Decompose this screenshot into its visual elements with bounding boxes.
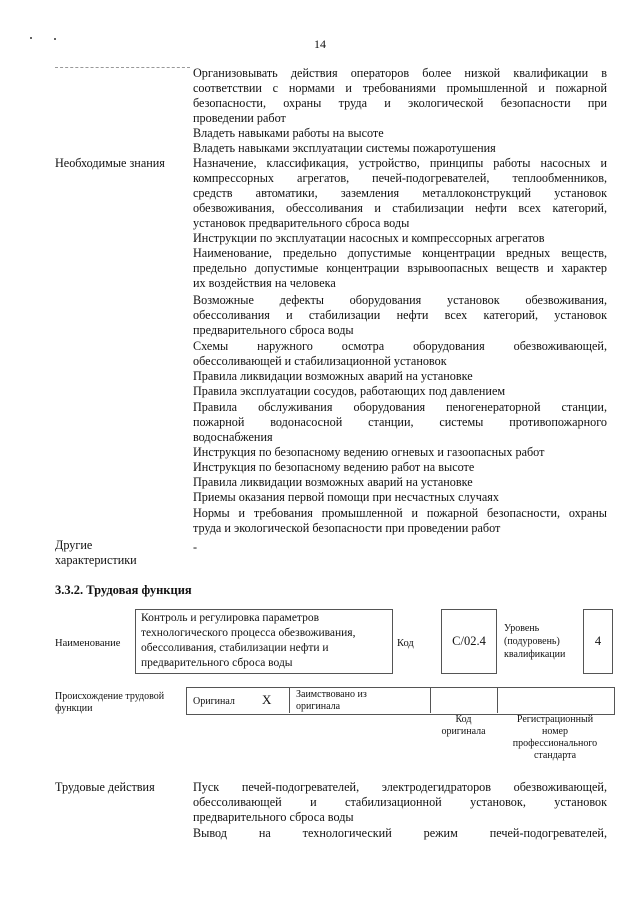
knowledge-line: Возможные дефекты оборудования установок обезвоживания, bbox=[193, 293, 607, 307]
code-original-caption: оригинала bbox=[441, 726, 486, 737]
knowledge-label: Необходимые знания bbox=[55, 156, 165, 170]
knowledge-line: пожарной водонасосной станции, системы противопожарного bbox=[193, 415, 607, 429]
level-label: (подуровень) bbox=[504, 636, 560, 647]
function-name-line: обессоливания, стабилизации нефти и bbox=[141, 642, 329, 654]
skill-line: безопасности, охраны труда и экологической безопасности при bbox=[193, 96, 607, 110]
labor-actions-label: Трудовые действия bbox=[55, 780, 155, 794]
knowledge-line: Инструкция по безопасному ведению огневых и газоопасных работ bbox=[193, 445, 545, 459]
table-top-border-fragment bbox=[55, 67, 190, 68]
knowledge-line: обессоливания и стабилизации нефти всех категорий, установок bbox=[193, 308, 607, 322]
knowledge-line: Правила ликвидации возможных аварий на установке bbox=[193, 369, 473, 383]
knowledge-line: установок предварительного сброса воды bbox=[193, 216, 410, 230]
reg-number-caption: Регистрационный bbox=[516, 714, 594, 725]
function-name-line: предварительного сброса воды bbox=[141, 657, 293, 669]
skill-line: проведении работ bbox=[193, 111, 286, 125]
origin-label: функции bbox=[55, 703, 93, 714]
knowledge-line: средств автоматики, заземления металлоконструкций установок bbox=[193, 186, 607, 200]
code-value: С/02.4 bbox=[452, 634, 486, 648]
knowledge-line: труда и экологической безопасности при проведении работ bbox=[193, 521, 501, 535]
reg-number-caption: стандарта bbox=[533, 750, 577, 761]
origin-divider bbox=[497, 687, 498, 713]
function-name-line: технологического процесса обезвоживания, bbox=[141, 627, 356, 639]
borrowed-label: оригинала bbox=[296, 701, 341, 712]
level-label: Уровень bbox=[504, 623, 540, 634]
knowledge-line: предварительного сброса воды bbox=[193, 323, 354, 337]
reg-number-caption: профессионального bbox=[512, 738, 598, 749]
knowledge-line: Нормы и требования промышленной и пожарной безопасности, охраны bbox=[193, 506, 607, 520]
function-name-line: Контроль и регулировка параметров bbox=[141, 612, 320, 624]
level-label: квалификации bbox=[504, 649, 566, 660]
knowledge-line: Инструкция по безопасному ведению работ на высоте bbox=[193, 460, 475, 474]
knowledge-line: Наименование, предельно допустимые концентрации вредных веществ, bbox=[193, 246, 607, 260]
knowledge-line: компрессорных агрегатов, печей-подогревателей, теплообменников, bbox=[193, 171, 607, 185]
original-mark: X bbox=[262, 692, 272, 707]
origin-divider bbox=[289, 687, 290, 713]
code-original-caption: Код bbox=[455, 714, 472, 725]
code-label: Код bbox=[397, 638, 414, 649]
origin-divider bbox=[430, 687, 431, 713]
level-value: 4 bbox=[594, 634, 602, 648]
knowledge-line: Назначение, классификация, устройство, принципы работы насосных и bbox=[193, 156, 607, 170]
knowledge-line: Правила обслуживания оборудования пеногенераторной станции, bbox=[193, 400, 607, 414]
skill-line: Владеть навыками эксплуатации системы пожаротушения bbox=[193, 141, 496, 155]
knowledge-line: Инструкции по эксплуатации насосных и компрессорных агрегатов bbox=[193, 231, 545, 245]
skill-line: Организовывать действия операторов более низкой квалификации в bbox=[193, 66, 607, 80]
origin-row bbox=[186, 687, 615, 715]
other-characteristics-value: - bbox=[193, 540, 198, 554]
knowledge-line: водоснабжения bbox=[193, 430, 273, 444]
labor-action-line: Вывод на технологический режим печей-подогревателей, bbox=[193, 826, 607, 840]
origin-label: Происхождение трудовой bbox=[55, 691, 165, 702]
knowledge-line: их воздействия на человека bbox=[193, 276, 336, 290]
knowledge-line: Приемы оказания первой помощи при несчастных случаях bbox=[193, 490, 499, 504]
labor-action-line: Пуск печей-подогревателей, электродегидраторов обезвоживающей, bbox=[193, 780, 607, 794]
other-characteristics-label: Другие bbox=[55, 538, 93, 552]
other-characteristics-label: характеристики bbox=[55, 553, 137, 567]
knowledge-line: обессоливающей и стабилизационной установок bbox=[193, 354, 447, 368]
skill-line: соответствии с нормами и требованиями промышленной и пожарной bbox=[193, 81, 607, 95]
skill-line: Владеть навыками работы на высоте bbox=[193, 126, 384, 140]
knowledge-line: Схемы наружного осмотра оборудования обезвоживающей, bbox=[193, 339, 607, 353]
knowledge-line: Правила ликвидации возможных аварий на установке bbox=[193, 475, 473, 489]
borrowed-label: Заимствовано из bbox=[296, 689, 367, 700]
section-title: 3.3.2. Трудовая функция bbox=[55, 583, 192, 597]
knowledge-line: предельно допустимые концентрации взрывоопасных веществ и характер bbox=[193, 261, 607, 275]
knowledge-line: Правила эксплуатации сосудов, работающих под давлением bbox=[193, 384, 506, 398]
labor-action-line: предварительного сброса воды bbox=[193, 810, 354, 824]
labor-action-line: обессоливающей и стабилизационной установок, установок bbox=[193, 795, 607, 809]
name-label: Наименование bbox=[55, 638, 121, 649]
knowledge-line: обезвоживания, обессоливания и стабилизации нефти всех категорий, bbox=[193, 201, 607, 215]
page-number: 14 bbox=[314, 37, 326, 51]
reg-number-caption: номер bbox=[542, 726, 568, 737]
original-label: Оригинал bbox=[193, 696, 235, 707]
